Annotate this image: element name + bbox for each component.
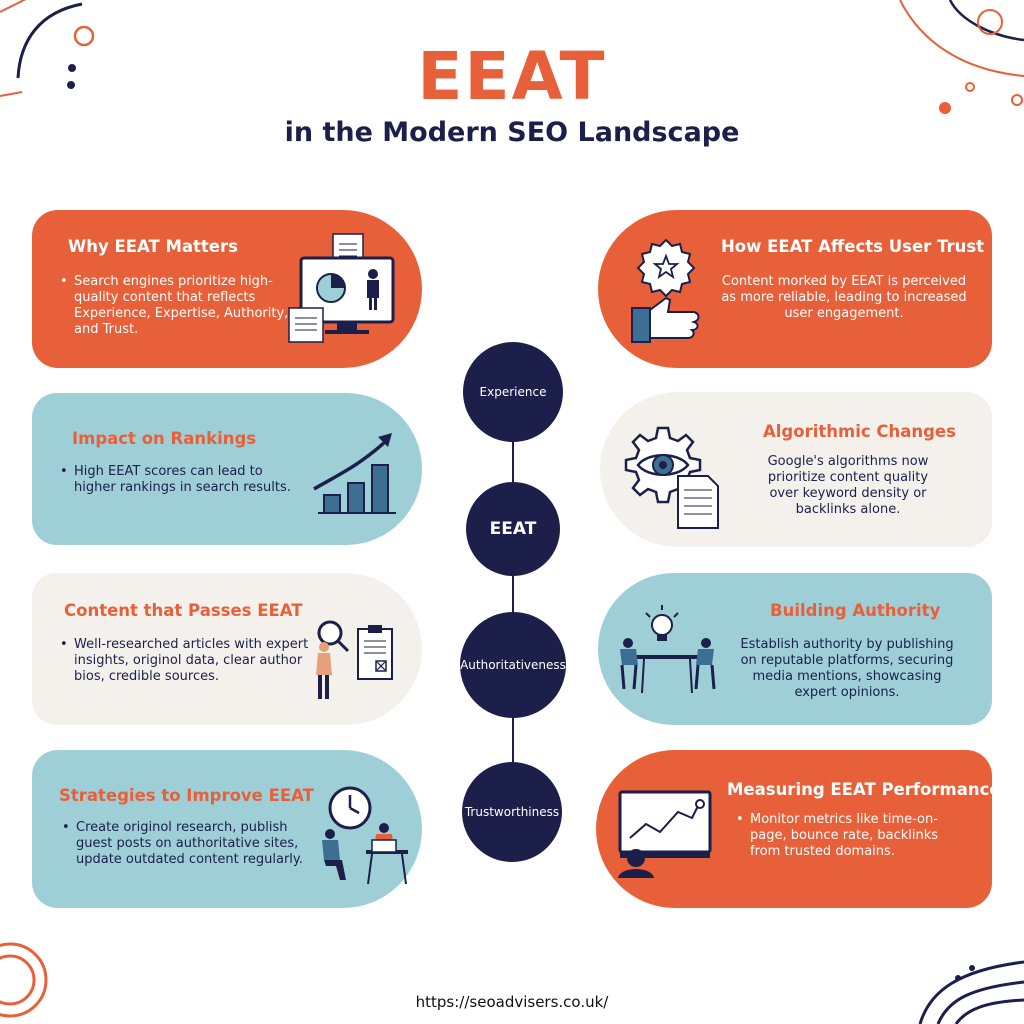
node-eeat <box>466 482 560 576</box>
analytics-monitor-icon <box>616 788 716 878</box>
bottom-right-ornament <box>900 940 1024 1024</box>
card-text: • Search engines prioritize high-quality content that reflects Experience, Expertise, Authority, and Trust. <box>60 274 289 338</box>
card-text: • Well-researched articles with expert insights, originol data, clear author bios, credible sources. <box>60 637 314 685</box>
monitor-chart-icon <box>287 232 407 347</box>
card-title: Impact on Rankings <box>72 429 257 448</box>
magnifier-checklist-icon <box>310 617 402 703</box>
card-title: Content that Passes EEAT <box>64 601 303 620</box>
card-user-trust <box>598 210 992 368</box>
card-title: Strategies to Improve EEAT <box>59 786 314 805</box>
card-text: • Monitor metrics like time-on-page, bounce rate, backlinks from trusted domains. <box>736 812 955 860</box>
card-building-authority <box>598 573 992 725</box>
card-impact-on-rankings <box>32 393 422 545</box>
card-text: Content morked by EEAT is perceived as more reliable, leading to increased user engagement. <box>721 274 967 321</box>
card-algorithmic-changes <box>600 392 992 547</box>
card-text: • High EEAT scores can lead to higher rankings in search results. <box>60 464 304 496</box>
clock-people-laptop-icon <box>316 786 412 888</box>
page-title: EEAT <box>417 38 607 115</box>
footer-url[interactable]: https://seoadvisers.co.uk/ <box>415 993 609 1011</box>
card-measuring-performance <box>596 750 1001 908</box>
page-subtitle: in the Modern SEO Landscape <box>284 117 740 148</box>
card-text: Establish authority by publishing on reputable platforms, securing media mentions, showcasing expert opinions. <box>740 637 954 700</box>
node-label: Authoritativeness <box>460 658 566 672</box>
card-text: Google's algorithms now prioritize content quality over keyword density or backlinks alone. <box>767 454 929 517</box>
gear-eye-document-icon <box>616 426 726 532</box>
card-title: How EEAT Affects User Trust <box>721 237 985 256</box>
card-title: Algorithmic Changes <box>763 422 956 441</box>
card-title: Measuring EEAT Performance <box>727 780 1001 799</box>
node-experience <box>463 342 563 442</box>
node-label: EEAT <box>489 519 537 539</box>
card-text: • Create originol research, publish guest posts on authoritative sites, update outdated content regularly. <box>62 820 311 868</box>
card-title: Building Authority <box>770 601 941 620</box>
card-content-passes-eeat <box>32 573 422 725</box>
node-authoritativeness <box>460 612 566 718</box>
thumbs-up-badge-icon <box>628 238 704 346</box>
card-strategies-improve-eeat <box>32 750 422 908</box>
node-label: Trustworthiness <box>464 805 560 819</box>
card-why-eeat-matters <box>32 210 422 368</box>
rising-bar-chart-icon <box>308 431 398 519</box>
meeting-lightbulb-icon <box>614 603 724 695</box>
node-trustworthiness <box>462 762 562 862</box>
card-title: Why EEAT Matters <box>68 237 238 256</box>
node-label: Experience <box>479 385 547 399</box>
